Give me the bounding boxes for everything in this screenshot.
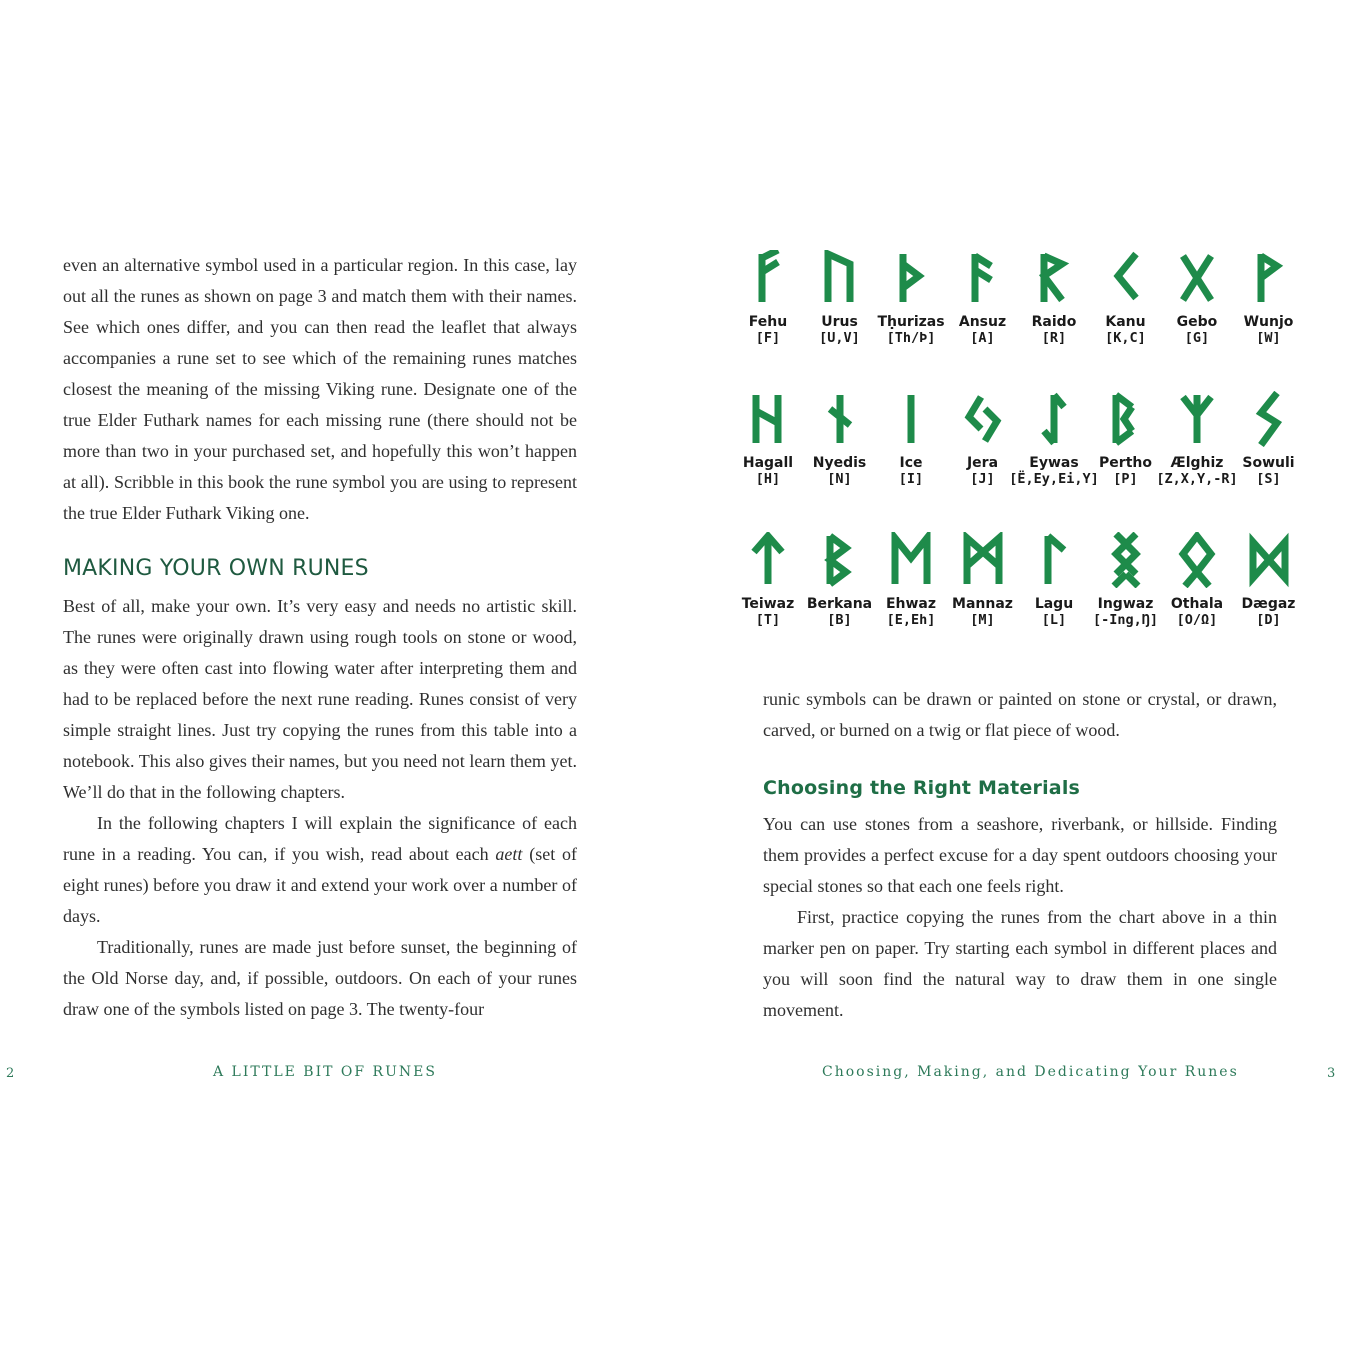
ansuz-rune-icon: [963, 250, 1003, 306]
paragraph-best-of-all: Best of all, make your own. It’s very easy and needs no artistic skill. The runes were originally drawn using rough tools on stone or wood, as they were often cast into flowing water after interpreting them and had to be replaced before the next rune reading. Runes consist of very simple straight lines. Just try copying the runes from this table into a notebook. This also gives their names, but you need not learn them yet. We’ll do that in the following chapters.: [63, 596, 577, 802]
materials-subheading: Choosing the Right Materials: [763, 777, 1081, 799]
rune-cell-dægaz: [1224, 532, 1314, 628]
continuation-paragraph: runic symbols can be drawn or painted on stone or crystal, or drawn, carved, or burned on a twig or flat piece of wood.: [763, 689, 1277, 740]
rune-name: Ælghiz: [1170, 455, 1224, 471]
rune-cell-wunjo: [1224, 250, 1314, 346]
rune-sound: [Ë,Ey,Ei,Y]: [1009, 471, 1099, 487]
rune-sound: [O/Ω]: [1176, 612, 1218, 628]
rune-name: Ehwaz: [885, 596, 937, 612]
pertho-rune-icon: [1106, 391, 1146, 447]
rune-sound: [M]: [970, 612, 995, 628]
rune-name: Wunjo: [1243, 314, 1294, 330]
rune-name: Berkana: [806, 596, 873, 612]
rune-sound: [N]: [827, 471, 852, 487]
jera-rune-icon: [963, 391, 1003, 447]
rune-sound: [L]: [1041, 612, 1067, 628]
running-footer-right: Choosing, Making, and Dedicating Your Runes: [822, 1064, 1239, 1080]
materials-text-block: [763, 809, 1277, 1026]
rune-name: Tḥurizas: [877, 314, 945, 330]
rune-name: Teiwaz: [741, 596, 795, 612]
urus-rune-icon: [820, 250, 860, 306]
rune-name: Fehu: [748, 314, 788, 330]
rune-sound: [D]: [1256, 612, 1281, 628]
rune-sound: [W]: [1256, 330, 1281, 346]
rune-sound: [-Ing,Ŋ]: [1092, 612, 1159, 628]
rune-name: Nyedis: [812, 455, 867, 471]
page-number-right: 3: [1327, 1066, 1336, 1081]
rune-sound: [S]: [1256, 471, 1281, 487]
nyedis-rune-icon: [820, 391, 860, 447]
rune-stroke: [1183, 536, 1211, 572]
teiwaz-rune-icon: [748, 532, 788, 588]
paragraph-text: (set of eight runes) before you draw it and extend your work over a number of days.: [63, 844, 577, 926]
rune-sound: [U,V]: [819, 330, 860, 346]
aett-term: aett: [495, 844, 523, 864]
rune-sound: [Th/Þ]: [886, 330, 936, 346]
mannaz-rune-icon: [963, 532, 1003, 588]
rune-sound: [R]: [1041, 330, 1067, 346]
kanu-rune-icon: [1106, 250, 1146, 306]
rune-name: Mannaz: [952, 596, 1013, 612]
rune-sound: [H]: [755, 471, 781, 487]
rune-name: Othala: [1170, 596, 1224, 612]
continuation-text-block: [763, 684, 1277, 746]
rune-stroke: [895, 538, 927, 584]
rune-stroke: [828, 254, 850, 302]
rune-stroke: [1261, 393, 1277, 445]
paragraph-text: In the following chapters I will explain the significance of each rune in a reading. You can, if you wish, read about each: [63, 813, 577, 864]
rune-stroke: [1124, 407, 1132, 431]
rune-name: Pertho: [1099, 455, 1152, 471]
rune-sound: [B]: [827, 612, 852, 628]
ice-rune-icon: [891, 391, 931, 447]
page-number-left: 2: [6, 1066, 15, 1081]
hagall-rune-icon: [748, 391, 788, 447]
fehu-rune-icon: [748, 250, 788, 306]
rune-name: Urus: [821, 314, 858, 330]
paragraph-following-chapters: [63, 808, 577, 932]
rune-sound: [G]: [1184, 330, 1210, 346]
ehwaz-rune-icon: [891, 532, 931, 588]
rune-stroke: [1118, 254, 1136, 298]
rune-name: Ingwaz: [1097, 596, 1154, 612]
rune-stroke: [1253, 542, 1285, 578]
rune-stroke: [762, 250, 778, 258]
rune-sound: [A]: [970, 330, 995, 346]
rune-name: Sowuli: [1242, 455, 1295, 471]
rune-stroke: [1197, 572, 1209, 586]
intro-text-block: [63, 250, 577, 529]
making-runes-text-block: [63, 591, 577, 1025]
rune-sound: [P]: [1113, 471, 1138, 487]
rune-name: Hagall: [742, 455, 794, 471]
rune-name: Gebo: [1176, 314, 1218, 330]
rune-name: Lagu: [1034, 596, 1074, 612]
rune-stroke: [1126, 574, 1138, 586]
rune-name: Ice: [899, 455, 923, 471]
rune-name: Kanu: [1105, 314, 1146, 330]
rune-sound: [F]: [755, 330, 781, 346]
othala-rune-icon: [1177, 532, 1217, 588]
raido-rune-icon: [1034, 250, 1074, 306]
rune-sound: [K,C]: [1105, 330, 1146, 346]
ingwaz-rune-icon: [1106, 532, 1146, 588]
eywas-rune-icon: [1034, 391, 1074, 447]
rune-sound: [T]: [755, 612, 781, 628]
paragraph-stones: You can use stones from a seashore, riverbank, or hillside. Finding them provides a perfect excuse for a day spent outdoors choosing your special stones so that each one feels right.: [763, 814, 1277, 896]
lagu-rune-icon: [1034, 532, 1074, 588]
paragraph-traditionally: Traditionally, runes are made just before sunset, the beginning of the Old Norse day, and, if possible, outdoors. On each of your runes draw one of the symbols listed on page 3. The twenty-four: [63, 937, 577, 1019]
paragraph-practice: First, practice copying the runes from the chart above in a thin marker pen on paper. Try starting each symbol in different places and you will soon find the natural way to draw them in one single movement.: [763, 907, 1277, 1020]
rune-name: Jera: [966, 455, 999, 471]
gebo-rune-icon: [1177, 250, 1217, 306]
sowuli-rune-icon: [1249, 391, 1289, 447]
intro-paragraph: even an alternative symbol used in a particular region. In this case, lay out all the runes as shown on page 3 and match them with their names. See which ones differ, and you can then read the leaflet that always accompanies a rune set to see which of the remaining runes matches closest the meaning of the missing Viking rune. Designate one of the true Elder Futhark names for each missing rune (there should not be more than two in your purchased set, and hopefully this won’t happen at all). Scribble in this book the rune symbol you are using to represent the true Elder Futhark Viking one.: [63, 255, 577, 523]
rune-sound: [Z,X,Y,-R]: [1156, 471, 1238, 487]
thurizas-rune-icon: [891, 250, 931, 306]
wunjo-rune-icon: [1249, 250, 1289, 306]
rune-cell-sowuli: [1224, 391, 1314, 487]
rune-stroke: [1114, 574, 1126, 586]
rune-name: Eywas: [1029, 455, 1079, 471]
section-heading: MAKING YOUR OWN RUNES: [63, 556, 369, 581]
rune-name: Raido: [1031, 314, 1077, 330]
rune-name: Dægaz: [1241, 596, 1296, 612]
right-page: [673, 0, 1346, 1346]
rune-stroke: [969, 397, 981, 429]
rune-name: Ansuz: [958, 314, 1007, 330]
running-footer-left: A LITTLE BIT OF RUNES: [213, 1064, 437, 1080]
rune-stroke: [985, 409, 997, 441]
aelghiz-rune-icon: [1177, 391, 1217, 447]
rune-sound: [E,Eh]: [886, 612, 936, 628]
rune-sound: [I]: [898, 471, 924, 487]
daegaz-rune-icon: [1249, 532, 1289, 588]
berkana-rune-icon: [820, 532, 860, 588]
rune-sound: [J]: [970, 471, 995, 487]
